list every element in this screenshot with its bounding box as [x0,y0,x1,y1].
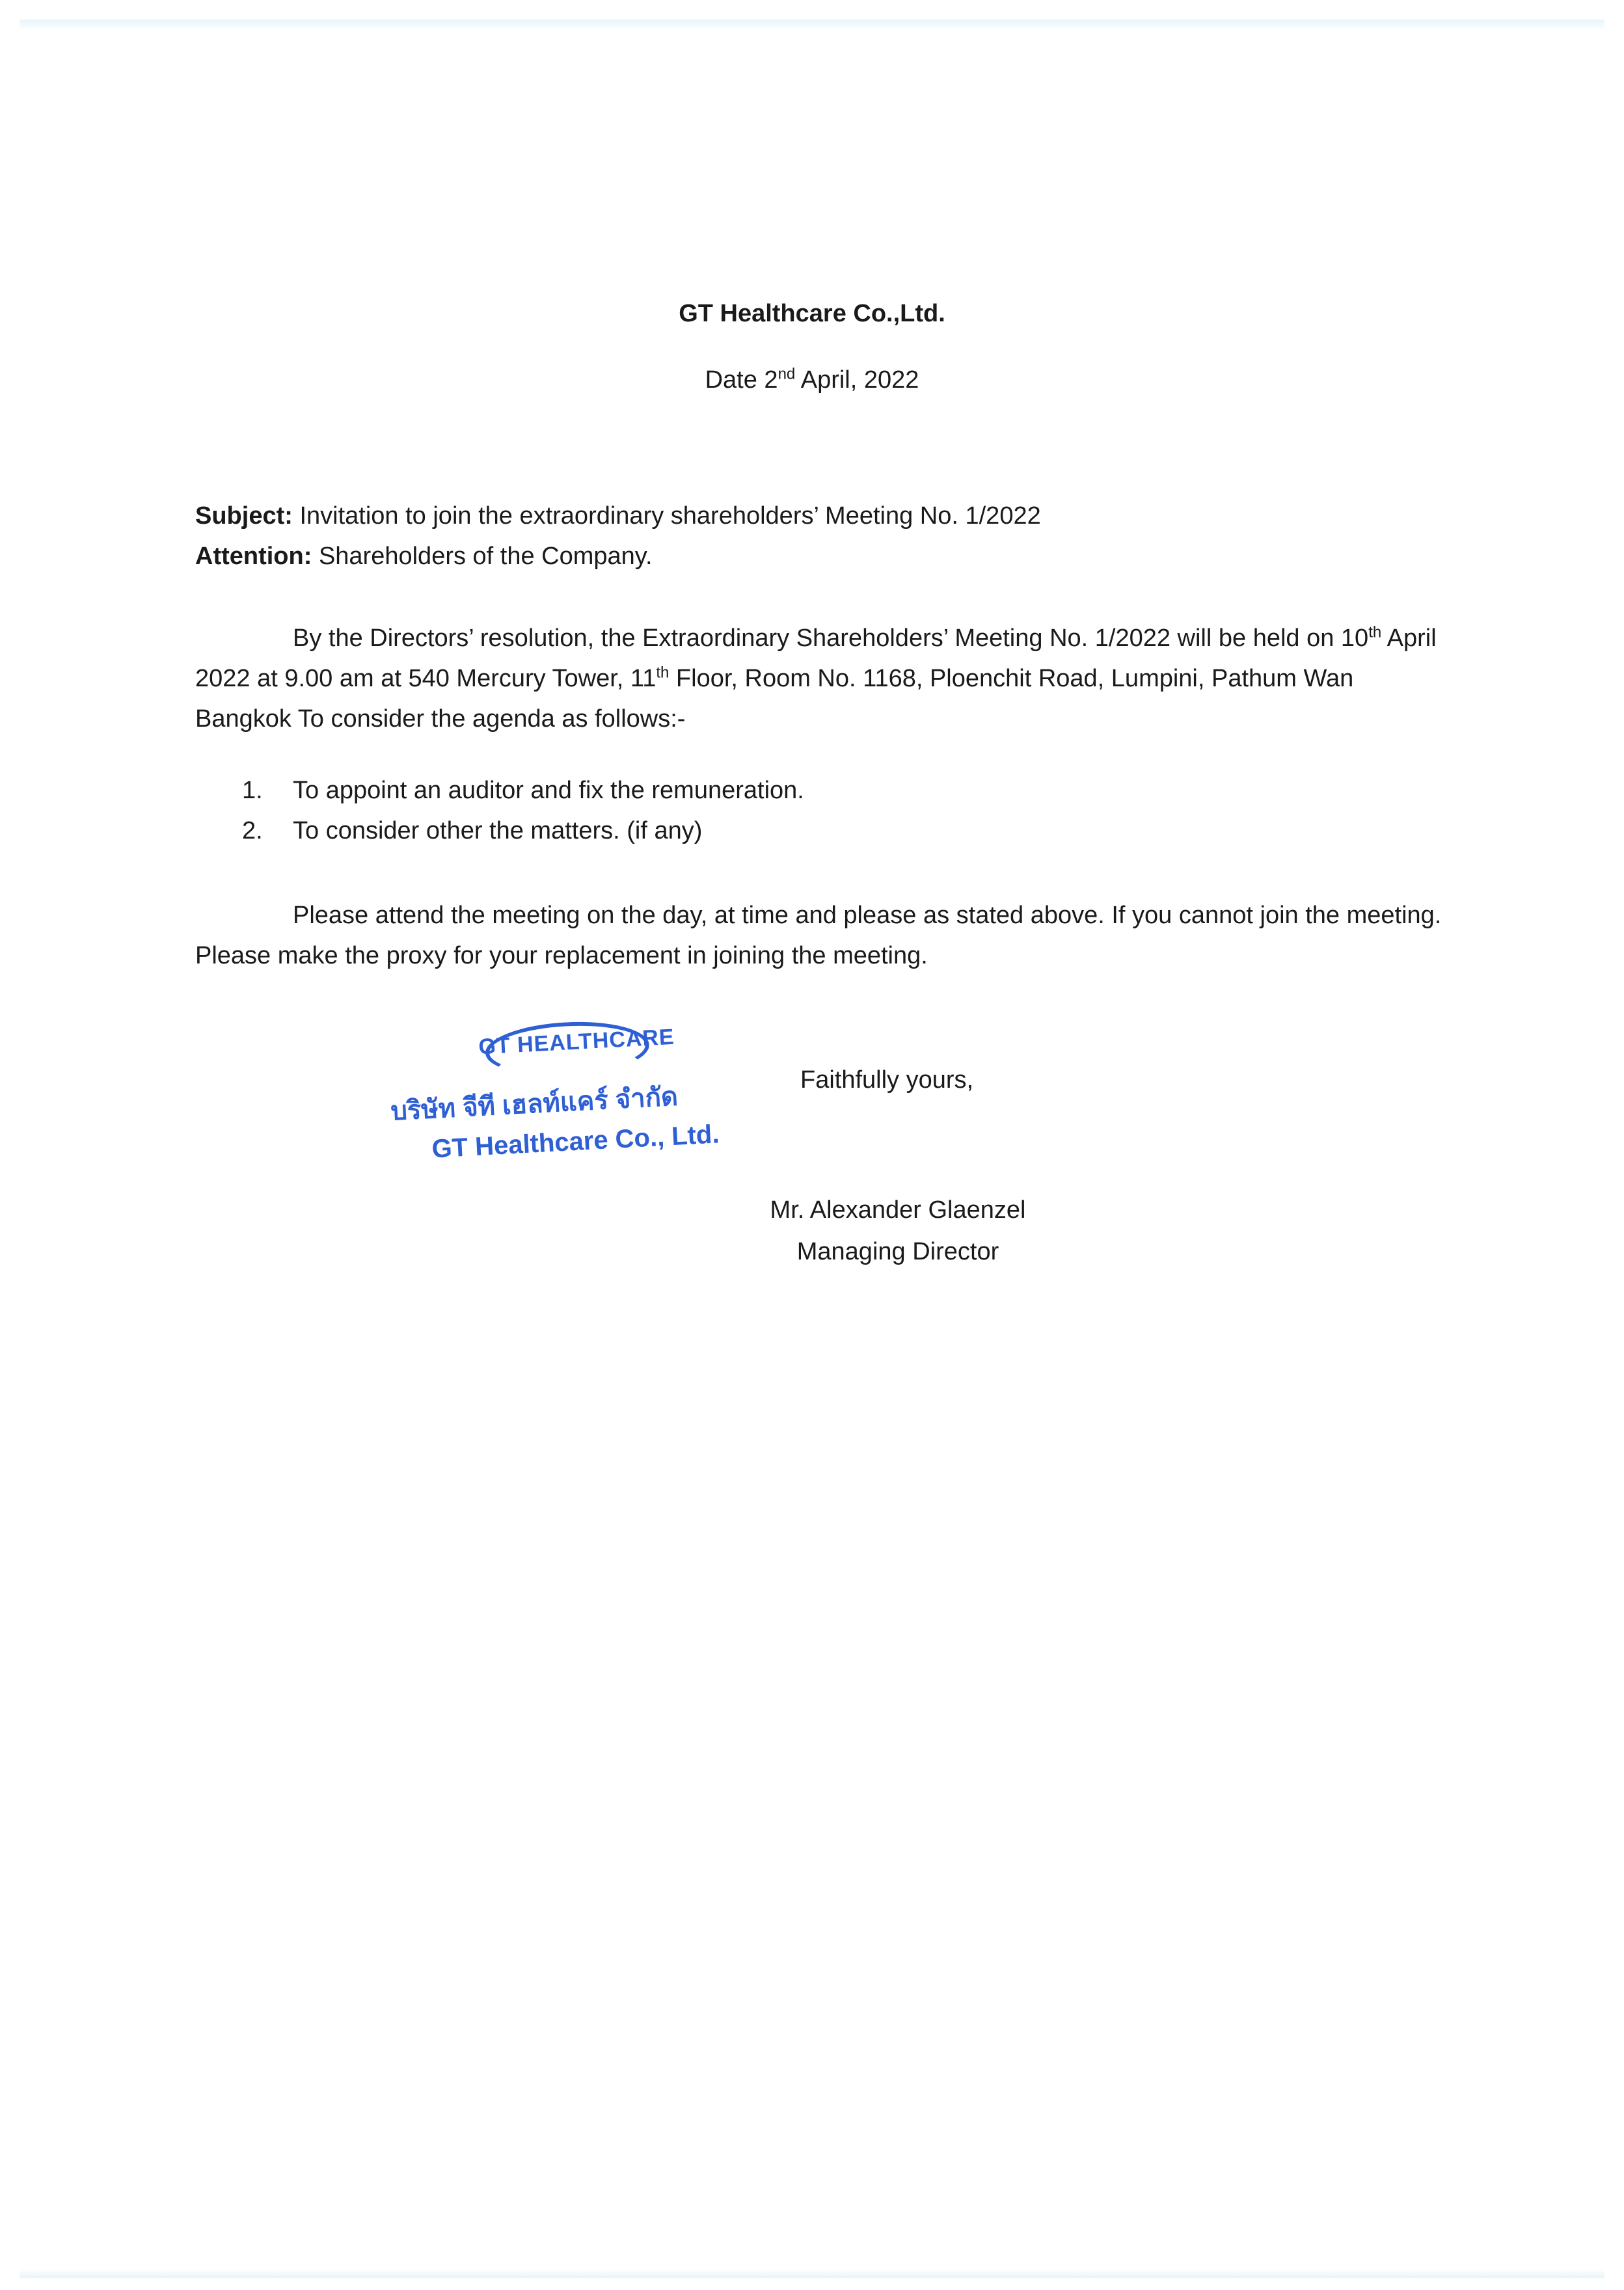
agenda-item [242,770,1413,811]
subject-text: Invitation to join the extraordinary shareholders’ Meeting No. 1/2022 [292,502,1041,530]
meeting-paragraph [195,618,1451,739]
stamp-logo: GT HEALTHCARE [478,1024,675,1060]
company-title: GT Healthcare Co.,Ltd. [679,300,945,327]
subject-label: Subject: [195,502,293,530]
stamp-thai-name: บริษัท จีที เฮลท์แคร์ จำกัด [390,1082,679,1126]
agenda-list [242,770,1413,851]
date-ordinal: nd [778,365,796,383]
date-suffix: April, 2022 [795,366,919,394]
paragraph1-part3: Floor, Room No. 1168, Ploenchit Road, Lumpini, Pathum Wan Bangkok To consider the agenda as follows:- [195,665,1354,733]
attention-line [195,536,1451,576]
signatory-title: Managing Director [796,1238,999,1265]
stamp-english-name: GT Healthcare Co., Ltd. [431,1120,720,1164]
closing-salutation: Faithfully yours, [800,1066,974,1094]
agenda-number: 2. [242,817,263,844]
scan-edge-bottom [20,2269,1604,2278]
date-prefix: Date 2 [705,366,778,394]
agenda-text: To appoint an auditor and fix the remuneration. [293,777,804,804]
paragraph1-sup2: th [656,664,670,682]
paragraph1-part1: By the Directors’ resolution, the Extraordinary Shareholders’ Meeting No. 1/2022 will be held on 10 [293,625,1369,652]
attention-label: Attention: [195,543,312,570]
attention-text: Shareholders of the Company. [312,543,653,570]
paragraph1-sup1: th [1368,623,1382,641]
attendance-text: Please attend the meeting on the day, at time and please as stated above. If you cannot join the meeting. Please make the proxy for your replacement in joining the meeting. [195,902,1442,969]
agenda-number: 1. [242,777,263,804]
attendance-paragraph [195,895,1451,976]
paragraph1-part2: April 2022 at 9.00 am at 540 Mercury Tower, 11 [195,625,1437,692]
agenda-text: To consider other the matters. (if any) [293,817,703,844]
scan-edge-top [20,20,1604,30]
subject-line [195,496,1451,536]
agenda-item [242,811,1413,851]
company-stamp [386,1004,785,1194]
subject-block [195,496,1451,576]
signatory-name: Mr. Alexander Glaenzel [770,1196,1026,1224]
letter-date [0,364,1624,396]
